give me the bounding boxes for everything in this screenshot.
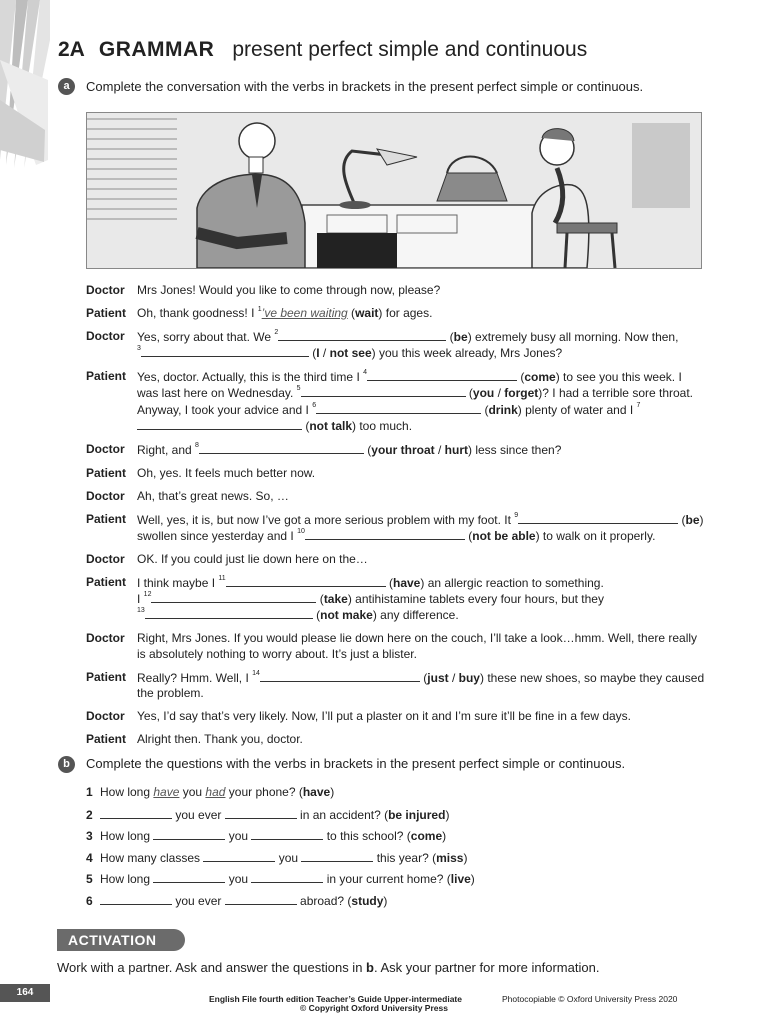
dialogue-line (86, 306, 706, 321)
page-number: 164 (0, 984, 50, 1002)
exercise-a-instruction: Complete the conversation with the verbs in brackets in the present perfect simple or continuous. (86, 79, 644, 94)
text-run: )? I had a terrible sore throat. Anyway, I took your advice and I (137, 386, 694, 417)
answer-gap (518, 512, 678, 524)
dialogue-text (137, 442, 706, 458)
gap-number: 10 (297, 528, 305, 536)
answer-gap (225, 807, 297, 819)
text-run: ) less since then? (467, 442, 562, 457)
text-run: ) for ages. (378, 306, 433, 320)
dialogue (86, 283, 706, 755)
dialogue-line (86, 512, 706, 544)
gap-number: 8 (195, 441, 199, 449)
grammar-topic: present perfect simple and continuous (232, 38, 588, 61)
dialogue-text (137, 512, 706, 544)
text-run: ( (678, 512, 686, 527)
question-number: 1 (86, 785, 93, 799)
speaker-name: Patient (86, 669, 127, 684)
text-run: ( (316, 592, 324, 607)
speaker-name: Doctor (86, 441, 125, 456)
question-item (86, 850, 475, 872)
question-item (86, 807, 475, 829)
text-run: Oh, yes. It feels much better now. (137, 465, 316, 480)
verb-hint: not make (320, 608, 373, 623)
dialogue-text (137, 575, 706, 624)
gap-number: 7 (636, 401, 641, 409)
gap-number: 12 (143, 591, 152, 599)
text-run: OK. If you could just lie down here on the… (137, 552, 368, 567)
dialogue-line (86, 442, 706, 458)
verb-hint: I (316, 346, 320, 361)
text-run: Oh, thank goodness! I (137, 306, 258, 320)
verb-hint: just (427, 670, 449, 685)
speaker-name: Patient (86, 465, 127, 480)
answer-gap (226, 575, 386, 587)
answer-gap (145, 607, 313, 619)
text-run: Yes, doctor. Actually, this is the third time I (137, 370, 364, 385)
example-answer: have (153, 785, 180, 799)
text-run: ) (383, 893, 388, 908)
text-run: ) you this week already, Mrs Jones? (371, 346, 563, 361)
gap-number: 14 (252, 669, 260, 677)
answer-gap (100, 893, 172, 905)
answer-gap (137, 418, 302, 430)
text-run: this year? ( (373, 850, 437, 865)
answer-gap (141, 345, 309, 357)
activation-text-after: . Ask your partner for more information. (374, 960, 600, 975)
activation-text-bold: b (366, 960, 374, 975)
dialogue-line (86, 489, 706, 504)
dialogue-text (137, 466, 706, 481)
footer-book-title: English File fourth edition Teacher’s Guide Upper-intermediate (209, 994, 462, 1004)
gap-number: 6 (312, 401, 317, 409)
dialogue-line (86, 732, 706, 747)
text-run: I (137, 592, 144, 607)
verb-hint: have (302, 785, 331, 799)
question-item (86, 893, 475, 915)
text-run: ) to walk on it properly. (535, 529, 656, 544)
dialogue-text (137, 489, 706, 504)
dialogue-line (86, 466, 706, 481)
text-run: ( (464, 529, 473, 544)
speaker-name: Doctor (86, 329, 125, 343)
footer-photocopiable: Photocopiable © Oxford University Press 2020 (502, 994, 678, 1004)
text-run: ) (445, 807, 450, 822)
question-item (86, 785, 475, 807)
dialogue-line (86, 575, 706, 624)
answer-gap (260, 670, 420, 682)
gap-number: 3 (137, 345, 141, 353)
gap-number: 9 (514, 511, 519, 519)
question-number: 6 (86, 893, 93, 908)
decorative-fan-strips (0, 0, 50, 170)
answer-gap (225, 893, 297, 905)
speaker-name: Patient (86, 511, 127, 526)
gap-number: 13 (137, 607, 145, 615)
text-run: ( (481, 402, 489, 417)
text-run: you (225, 872, 252, 886)
answer-gap (251, 828, 323, 840)
dialogue-text (137, 552, 706, 567)
text-run: ) an allergic reaction to something. (420, 576, 604, 591)
text-run: ) too much. (352, 418, 413, 433)
text-run: ( (308, 346, 317, 361)
dialogue-text (137, 670, 706, 701)
dialogue-line (86, 552, 706, 567)
speaker-name: Patient (86, 731, 127, 746)
text-run: you (225, 829, 252, 843)
verb-hint: have (393, 576, 421, 591)
text-run: your phone? ( (225, 785, 303, 799)
text-run: ) (463, 850, 468, 865)
answer-gap (153, 871, 225, 883)
text-run: Well, yes, it is, but now I’ve got a more serious problem with my foot. It (137, 512, 515, 527)
text-run: ( (385, 576, 393, 591)
text-run: ) extremely busy all morning. Now then, (467, 330, 679, 344)
verb-hint: take (323, 592, 348, 607)
speaker-name: Doctor (86, 488, 125, 503)
dialogue-line (86, 369, 706, 434)
verb-hint: buy (458, 670, 480, 685)
verb-hint: study (351, 893, 384, 908)
text-run: ( (517, 370, 525, 385)
text-run: you (275, 850, 302, 865)
question-number: 3 (86, 829, 93, 843)
question-number: 4 (86, 850, 93, 865)
text-run: ( (302, 418, 310, 433)
text-run: Yes, sorry about that. We (137, 330, 275, 344)
text-run: ( (419, 670, 428, 685)
question-list (86, 785, 475, 914)
gap-number: 1 (257, 306, 262, 313)
exercise-a-badge: a (58, 78, 75, 95)
gap-number: 5 (296, 385, 301, 393)
dialogue-text (137, 306, 706, 321)
verb-hint: be (453, 330, 468, 344)
answer-gap (251, 871, 323, 883)
text-run: How long (100, 829, 154, 843)
activation-text (57, 960, 599, 975)
text-run: ) to see you this week. I was last here on Wednesday. (137, 370, 682, 401)
gap-number: 11 (218, 575, 226, 583)
dialogue-text (137, 631, 706, 661)
text-run: / (448, 670, 459, 685)
verb-hint: wait (355, 306, 379, 320)
text-run: in your current home? ( (323, 872, 451, 886)
section-name: GRAMMAR (98, 38, 215, 61)
verb-hint: live (450, 872, 471, 886)
text-run: ( (347, 306, 356, 320)
dialogue-text (137, 329, 706, 361)
answer-gap (199, 442, 364, 454)
text-run: you ever (172, 893, 225, 908)
gap-number: 2 (274, 329, 279, 336)
text-run: I think maybe I (137, 576, 219, 591)
dialogue-line (86, 329, 706, 361)
answer-gap (367, 369, 517, 381)
text-run: Right, Mrs Jones. If you would please lie down here on the couch, I’ll take a look…hmm. Well, there really is absolutely nothing to worry about. It’s just a blister. (137, 631, 698, 661)
dialogue-text (137, 369, 706, 434)
question-number: 2 (86, 807, 93, 822)
answer-gap (316, 402, 481, 414)
text-run: / (319, 346, 330, 361)
text-run: ( (446, 330, 454, 344)
unit-number: 2A (58, 38, 85, 61)
answer-gap (100, 807, 172, 819)
text-run: Right, and (137, 442, 196, 457)
text-run: you ever (172, 807, 225, 822)
answer-gap (305, 528, 465, 540)
verb-hint: come (524, 370, 556, 385)
dialogue-text (137, 732, 706, 747)
text-run: / (494, 386, 505, 401)
text-run: in an accident? ( (296, 807, 389, 822)
text-run: ) these new shoes, so maybe they caused the problem. (137, 670, 705, 700)
speaker-name: Patient (86, 575, 127, 590)
answer-gap (151, 591, 316, 603)
verb-hint: hurt (444, 442, 468, 457)
speaker-name: Doctor (86, 283, 125, 297)
page-title (58, 38, 587, 62)
verb-hint: be injured (388, 807, 446, 822)
text-run: How many classes (100, 850, 204, 865)
text-run: ( (363, 442, 372, 457)
dialogue-line (86, 670, 706, 701)
example-answer: had (205, 785, 226, 799)
question-number: 5 (86, 872, 93, 886)
text-run: Alright then. Thank you, doctor. (137, 731, 303, 746)
footer-copyright: © Copyright Oxford University Press (300, 1003, 448, 1013)
text-run: ) (330, 785, 335, 799)
text-run: ) antihistamine tablets every four hours, but they (347, 592, 604, 607)
text-run: How long (100, 785, 154, 799)
text-run: abroad? ( (296, 893, 352, 908)
verb-hint: forget (504, 386, 539, 401)
text-run: How long (100, 872, 154, 886)
verb-hint: not talk (309, 418, 353, 433)
activation-text-before: Work with a partner. Ask and answer the questions in (57, 960, 367, 975)
verb-hint: drink (488, 402, 518, 417)
text-run: Yes, I’d say that’s very likely. Now, I’ll put a plaster on it and I’m sure it’ll be fine in a few days. (137, 708, 632, 723)
dialogue-line (86, 709, 706, 724)
text-run: Really? Hmm. Well, I (137, 670, 253, 685)
text-run: ) plenty of water and I (517, 402, 637, 417)
text-run: ) any difference. (372, 608, 459, 623)
example-answer: ’ve been waiting (261, 306, 348, 320)
text-run: Ah, that’s great news. So, … (137, 488, 289, 503)
speaker-name: Doctor (86, 708, 125, 723)
verb-hint: your throat (371, 442, 435, 457)
speaker-name: Patient (86, 306, 127, 320)
question-item (86, 828, 475, 850)
text-run: you (179, 785, 206, 799)
question-item (86, 871, 475, 893)
text-run: / (434, 442, 445, 457)
text-run: ) (442, 829, 447, 843)
speaker-name: Doctor (86, 552, 125, 567)
text-run: ( (465, 386, 473, 401)
text-run: ) (470, 872, 475, 886)
verb-hint: not be able (472, 529, 536, 544)
exercise-b-badge: b (58, 756, 75, 773)
speaker-name: Doctor (86, 631, 125, 646)
answer-gap (301, 385, 466, 397)
dialogue-line (86, 283, 706, 298)
text-run: Mrs Jones! Would you like to come through now, please? (137, 283, 441, 297)
activation-label: ACTIVATION (57, 929, 185, 951)
verb-hint: you (472, 386, 495, 401)
exercise-b-instruction: Complete the questions with the verbs in brackets in the present perfect simple or continuous. (86, 756, 626, 771)
speaker-name: Patient (86, 369, 127, 384)
verb-hint: be (685, 512, 700, 527)
text-run: ) swollen since yesterday and I (137, 512, 704, 544)
gap-number: 4 (363, 369, 368, 377)
verb-hint: not see (329, 346, 372, 361)
dialogue-line (86, 631, 706, 661)
doctor-patient-illustration (86, 112, 702, 269)
dialogue-text (137, 709, 706, 724)
verb-hint: miss (436, 850, 464, 865)
verb-hint: come (410, 829, 443, 843)
answer-gap (301, 850, 373, 862)
text-run: ( (312, 608, 321, 623)
answer-gap (203, 850, 275, 862)
answer-gap (278, 329, 446, 341)
answer-gap (153, 828, 225, 840)
dialogue-text (137, 283, 706, 298)
text-run: to this school? ( (323, 829, 411, 843)
